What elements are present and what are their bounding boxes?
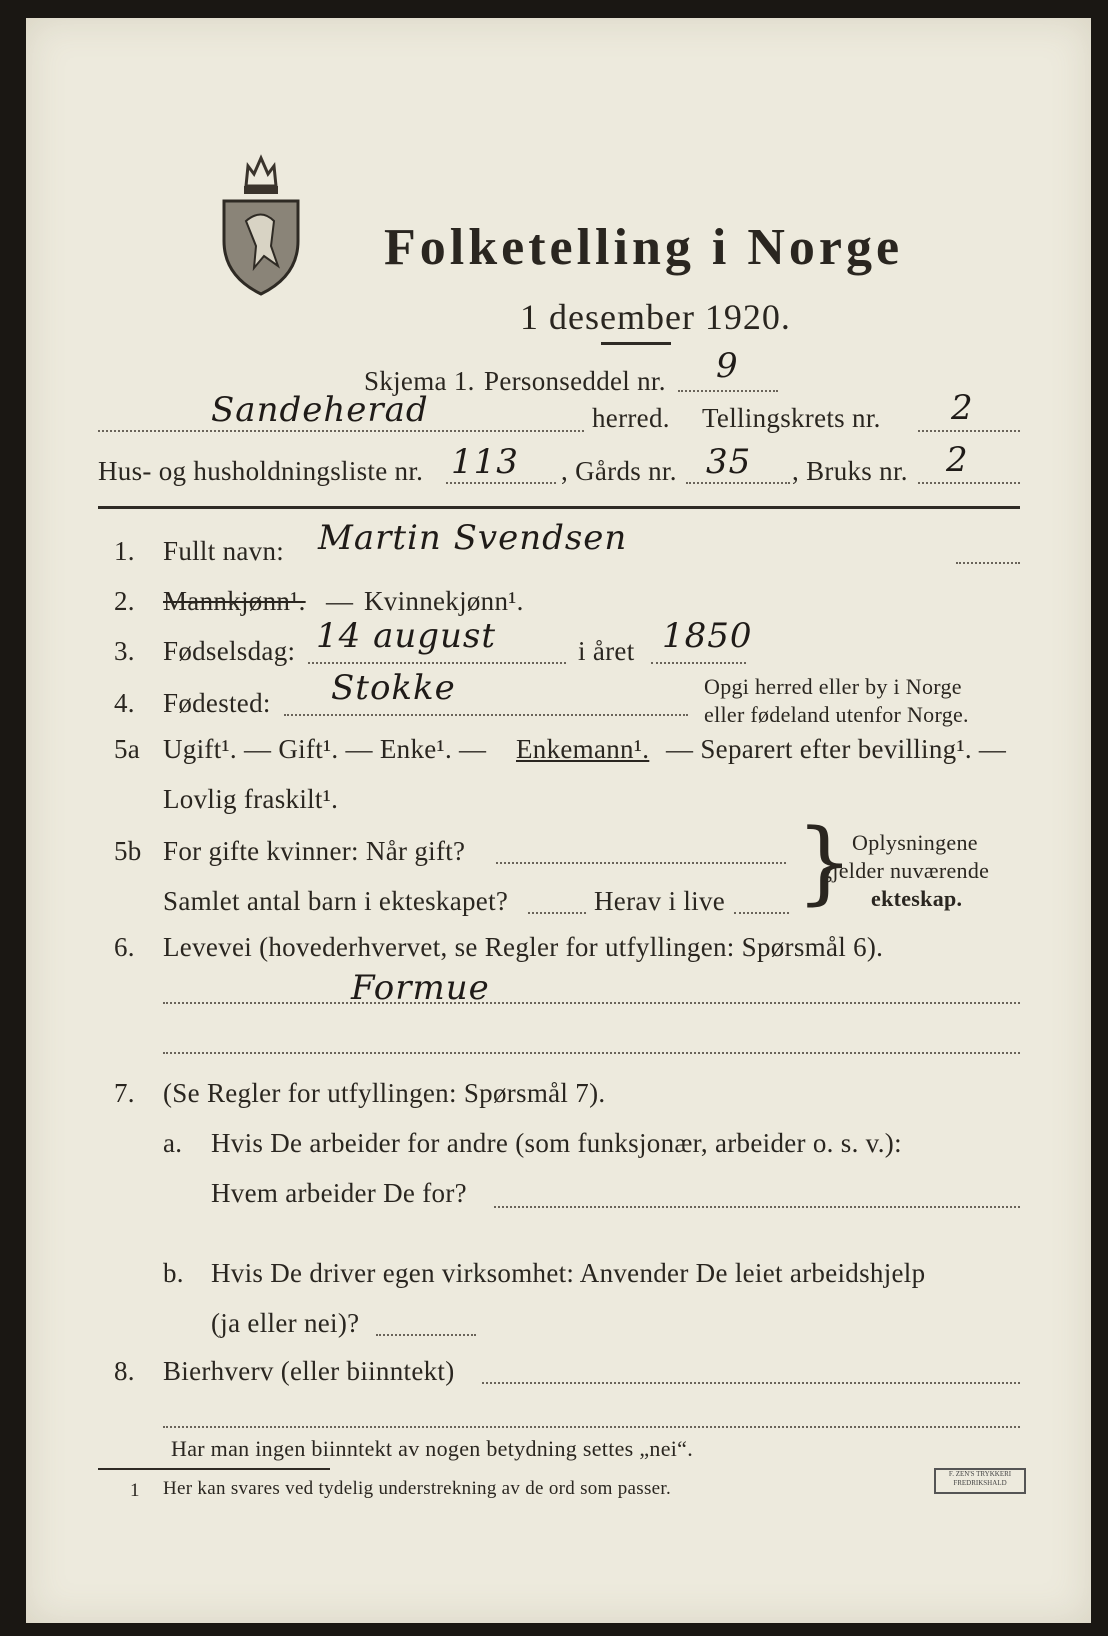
footnote-text: Her kan svares ved tydelig understrekning av de ord som passer. [163, 1478, 672, 1499]
q2-dash: — [326, 586, 354, 616]
q1-number: 1. [114, 536, 135, 566]
tellingskrets-label: Tellingskrets nr. [702, 403, 881, 433]
q4-number: 4. [114, 688, 135, 718]
q5a-options-c[interactable]: — Separert efter bevilling¹. — [666, 734, 1007, 764]
q7b-hired-help-field[interactable] [376, 1334, 476, 1336]
q6-label: Levevei (hovederhvervet, se Regler for utfyllingen: Spørsmål 6). [163, 932, 884, 962]
q3-year-field[interactable] [651, 662, 746, 664]
q3-number: 3. [114, 636, 135, 666]
q6-field-1[interactable] [163, 1002, 1020, 1004]
herred-label: herred. [592, 403, 670, 433]
footnote-mark: 1 [130, 1480, 140, 1501]
q4-label: Fødested: [163, 688, 271, 718]
q3-year-handwritten: 1850 [662, 616, 753, 656]
q7-label: (Se Regler for utfyllingen: Spørsmål 7). [163, 1078, 606, 1108]
q8-number: 8. [114, 1356, 135, 1386]
husliste-nr-handwritten: 113 [451, 442, 519, 482]
q5b-brace: } [796, 810, 854, 915]
personseddel-field[interactable] [678, 390, 778, 392]
printer-stamp: F. ZEN'S TRYKKERI FREDRIKSHALD [934, 1468, 1026, 1494]
q5b-alive-field[interactable] [734, 912, 789, 914]
title-divider [601, 342, 671, 345]
q5b-married-when-field[interactable] [496, 862, 786, 864]
q3-label: Fødselsdag: [163, 636, 296, 666]
bruks-label: , Bruks nr. [792, 456, 908, 486]
q7b-number: b. [163, 1258, 184, 1288]
q7a-number: a. [163, 1128, 183, 1158]
q1-label: Fullt navn: [163, 536, 285, 566]
q4-note-line2: eller fødeland utenfor Norge. [704, 702, 969, 727]
q4-birthplace-field[interactable] [284, 714, 688, 716]
q5b-line1: For gifte kvinner: Når gift? [163, 836, 466, 866]
q5a-options-a[interactable]: Ugift¹. — Gift¹. — Enke¹. — [163, 734, 487, 764]
q7b-line1: Hvis De driver egen virksomhet: Anvender De leiet arbeidshjelp [211, 1258, 926, 1288]
schema-label: Skjema 1. [364, 366, 475, 396]
q1-full-name-handwritten: Martin Svendsen [318, 518, 628, 558]
q8-note: Har man ingen biinntekt av nogen betydning settes „nei“. [171, 1436, 694, 1461]
q6-occupation-handwritten: Formue [351, 968, 490, 1008]
q2-number: 2. [114, 586, 135, 616]
husliste-field[interactable] [446, 482, 556, 484]
q5a-number: 5a [114, 734, 141, 764]
q4-note-line1: Opgi herred eller by i Norge [704, 674, 962, 699]
q5b-note-line1: Oplysningene [852, 830, 978, 855]
gards-label: , Gårds nr. [561, 456, 677, 486]
tellingskrets-field[interactable] [918, 430, 1020, 432]
q7a-line1: Hvis De arbeider for andre (som funksjonær, arbeider o. s. v.): [211, 1128, 902, 1158]
q5a-divorced-option[interactable]: Lovlig fraskilt¹. [163, 784, 339, 814]
q8-field-2[interactable] [163, 1426, 1020, 1428]
personseddel-label: Personseddel nr. [484, 366, 666, 396]
q7-number: 7. [114, 1078, 135, 1108]
q5a-widower-option[interactable]: Enkemann¹. [516, 734, 650, 764]
q3-year-label: i året [578, 636, 635, 666]
q7b-line2: (ja eller nei)? [211, 1308, 360, 1338]
census-date: 1 desember 1920. [520, 297, 791, 337]
q5b-line2: Samlet antal barn i ekteskapet? [163, 886, 509, 916]
q2-male-option[interactable]: Mannkjønn¹. [163, 586, 306, 616]
q2-female-option[interactable]: Kvinnekjønn¹. [364, 586, 524, 616]
q5b-number: 5b [114, 836, 142, 866]
bruks-field[interactable] [918, 482, 1020, 484]
norwegian-coat-of-arms-icon [216, 146, 306, 296]
q6-number: 6. [114, 932, 135, 962]
bruks-nr-handwritten: 2 [946, 440, 969, 480]
q5b-children-field[interactable] [528, 912, 586, 914]
q7a-employer-field[interactable] [494, 1206, 1020, 1208]
q1-field[interactable] [956, 562, 1020, 564]
q7a-line2: Hvem arbeider De for? [211, 1178, 467, 1208]
gards-nr-handwritten: 35 [706, 442, 752, 482]
tellingskrets-nr-handwritten: 2 [951, 388, 974, 428]
header-separator [98, 506, 1020, 509]
q8-label: Bierhverv (eller biinntekt) [163, 1356, 455, 1386]
census-form-page [26, 18, 1091, 1623]
personseddel-nr-handwritten: 9 [716, 346, 739, 386]
q5b-line2b: Herav i live [594, 886, 726, 916]
husliste-label: Hus- og husholdningsliste nr. [98, 456, 424, 486]
footnote-rule [98, 1468, 330, 1470]
herred-name-handwritten: Sandeherad [211, 390, 429, 430]
gards-field[interactable] [686, 482, 790, 484]
q6-field-2[interactable] [163, 1052, 1020, 1054]
herred-field[interactable] [98, 430, 584, 432]
q3-birthday-field[interactable] [308, 662, 566, 664]
q3-birthday-handwritten: 14 august [316, 616, 497, 656]
q5b-note-line2: gjelder nuværende [821, 858, 990, 883]
q8-field-1[interactable] [482, 1382, 1020, 1384]
q4-birthplace-handwritten: Stokke [331, 668, 456, 708]
q5b-note-line3: ekteskap. [871, 886, 963, 911]
form-title: Folketelling i Norge [384, 219, 904, 276]
